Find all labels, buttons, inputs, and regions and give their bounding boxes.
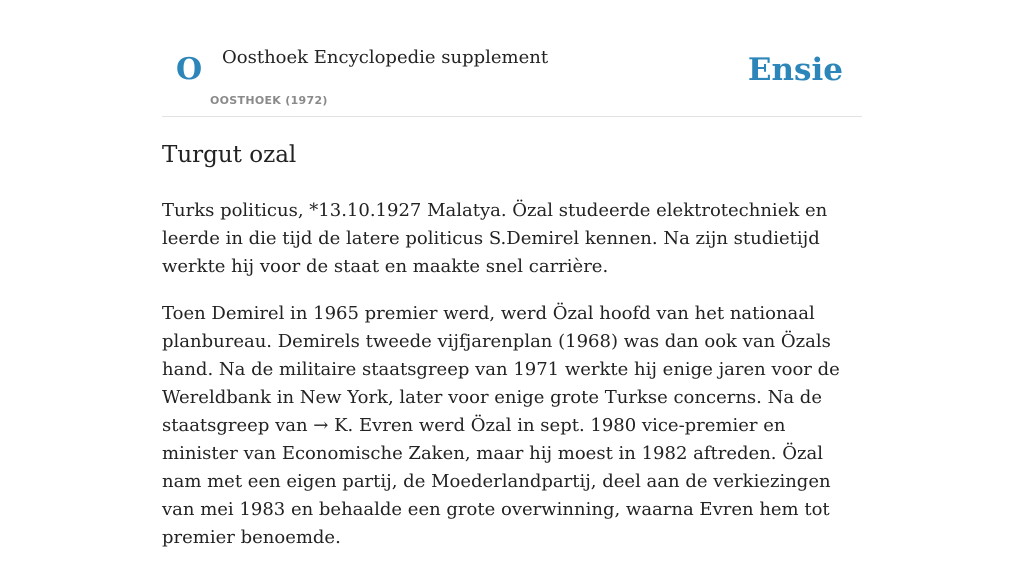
source-title[interactable]: Oosthoek Encyclopedie supplement — [222, 47, 549, 68]
header — [162, 0, 862, 117]
entry-paragraph: Toen Demirel in 1965 premier werd, werd Özal hoofd van het nationaal planbureau. Demirels tweede vijfjarenplan (1968) was dan ook van Özals hand. Na de militaire staatsgreep van 1971 werkte hij enige jaren voor de Wereldbank in New York, later voor enige grote Turkse concerns. Na de staatsgreep van → K. Evren werd Özal in sept. 1980 vice-premier en minister van Economische Zaken, maar hij moest in 1982 aftreden. Özal nam met een eigen partij, de Moederlandpartij, deel aan de verkiezingen van mei 1983 en behaalde een grote overwinning, waarna Evren hem tot premier benoemde. — [162, 303, 840, 548]
entry-content — [162, 138, 862, 571]
brand-logo-link[interactable]: Ensie — [747, 52, 843, 88]
letter-initial[interactable]: O — [176, 52, 203, 87]
source-publisher: OOSTHOEK (1972) — [210, 94, 328, 107]
entry-title: Turgut ozal — [162, 142, 297, 168]
entry-paragraph: Turks politicus, *13.10.1927 Malatya. Özal studeerde elektrotechniek en leerde in die tijd de latere politicus S.Demirel kennen. Na zijn studietijd werkte hij voor de staat en maakte snel carrière. — [162, 200, 828, 277]
